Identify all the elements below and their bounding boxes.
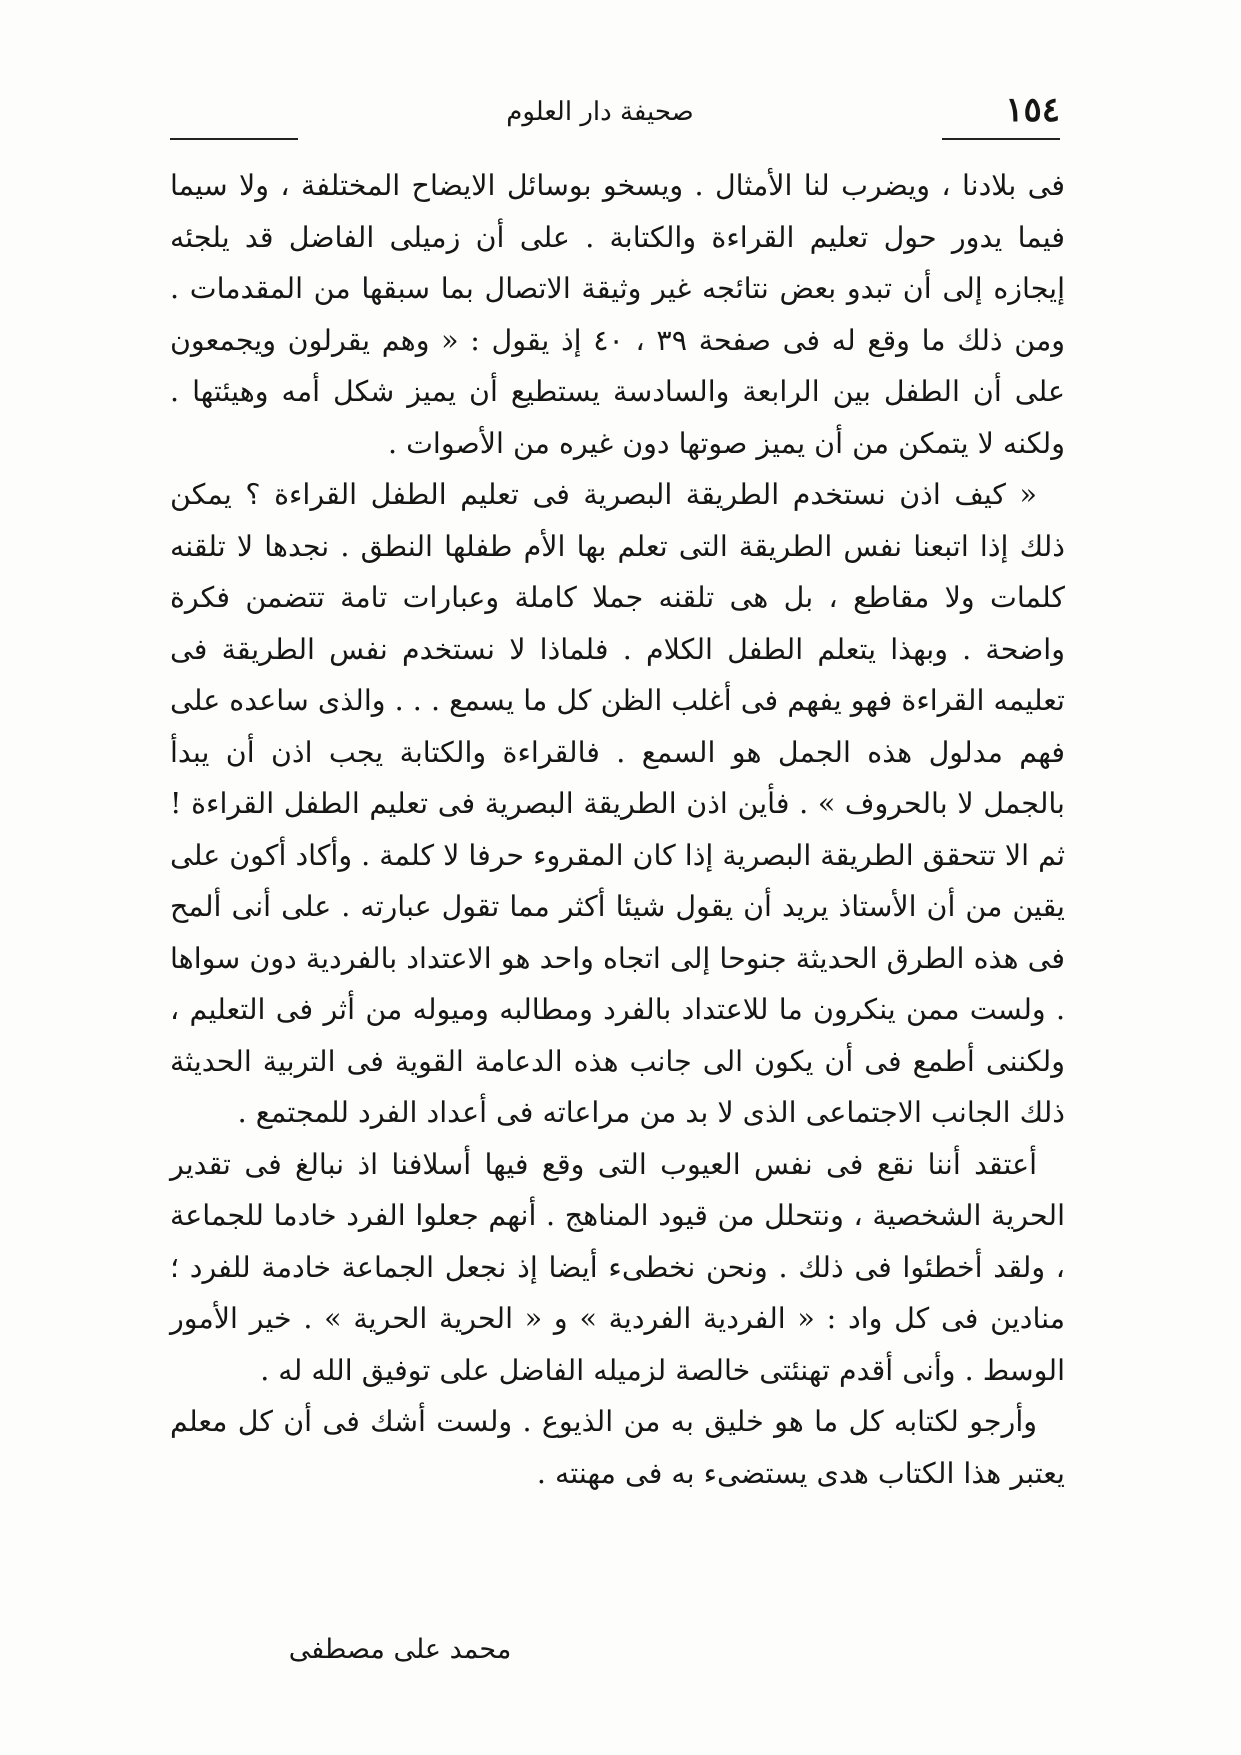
- header-rule-right: [942, 138, 1060, 140]
- running-title: صحيفة دار العلوم: [506, 97, 694, 127]
- paragraph: أعتقد أننا نقع فى نفس العيوب التى وقع فيها أسلافنا اذ نبالغ فى تقدير الحرية الشخصية ، ونتحلل من قيود المناهج . أنهم جعلوا الفرد خادما للجماعة ، ولقد أخطئوا فى ذلك . ونحن نخطىء أيضا إذ نجعل الجماعة خادمة للفرد ؛ منادين فى كل واد : « الفردية الفردية » و « الحرية الحرية » . خير الأمور الوسط . وأنى أقدم تهنئتى خالصة لزميله الفاضل على توفيق الله له .: [170, 1147, 1065, 1387]
- author-signature: محمد على مصطفى: [288, 1634, 512, 1665]
- page-header: [170, 84, 1060, 134]
- paragraph: وأرجو لكتابه كل ما هو خليق به من الذيوع . ولست أشك فى أن كل معلم يعتبر هذا الكتاب هدى يستضىء به فى مهنته .: [170, 1405, 1065, 1490]
- page-number: ١٥٤: [1005, 90, 1060, 130]
- header-rule-left: [170, 138, 298, 140]
- paragraph: « كيف اذن نستخدم الطريقة البصرية فى تعليم الطفل القراءة ؟ يمكن ذلك إذا اتبعنا نفس الطريقة التى تعلم بها الأم طفلها النطق . نجدها لا تلقنه كلمات ولا مقاطع ، بل هى تلقنه جملا كاملة وعبارات تامة تتضمن فكرة واضحة . وبهذا يتعلم الطفل الكلام . فلماذا لا نستخدم نفس الطريقة فى تعليمه القراءة فهو يفهم فى أغلب الظن كل ما يسمع . . . والذى ساعده على فهم مدلول هذه الجمل هو السمع . فالقراءة والكتابة يجب اذن أن يبدأ بالجمل لا بالحروف » . فأين اذن الطريقة البصرية فى تعليم الطفل القراءة ! ثم الا تتحقق الطريقة البصرية إذا كان المقروء حرفا لا كلمة . وأكاد أكون على يقين من أن الأستاذ يريد أن يقول شيئا أكثر مما تقول عبارته . على أنى ألمح فى هذه الطرق الحديثة جنوحا إلى اتجاه واحد هو الاعتداد بالفردية دون سواها . ولست ممن ينكرون ما للاعتداد بالفرد ومطالبه وميوله من أثر فى التعليم ، ولكننى أطمع فى أن يكون الى جانب هذه الدعامة القوية فى التربية الحديثة ذلك الجانب الاجتماعى الذى لا بد من مراعاته فى أعداد الفرد للمجتمع .: [170, 478, 1065, 1129]
- article-body: [170, 160, 1065, 1499]
- paragraph: فى بلادنا ، ويضرب لنا الأمثال . ويسخو بوسائل الايضاح المختلفة ، ولا سيما فيما يدور حول تعليم القراءة والكتابة . على أن زميلى الفاضل قد يلجئه إيجازه إلى أن تبدو بعض نتائجه غير وثيقة الاتصال بما سبقها من المقدمات . ومن ذلك ما وقع له فى صفحة ٣٩ ، ٤٠ إذ يقول : « وهم يقرلون ويجمعون على أن الطفل بين الرابعة والسادسة يستطيع أن يميز شكل أمه وهيئتها . ولكنه لا يتمكن من أن يميز صوتها دون غيره من الأصوات .: [170, 169, 1065, 460]
